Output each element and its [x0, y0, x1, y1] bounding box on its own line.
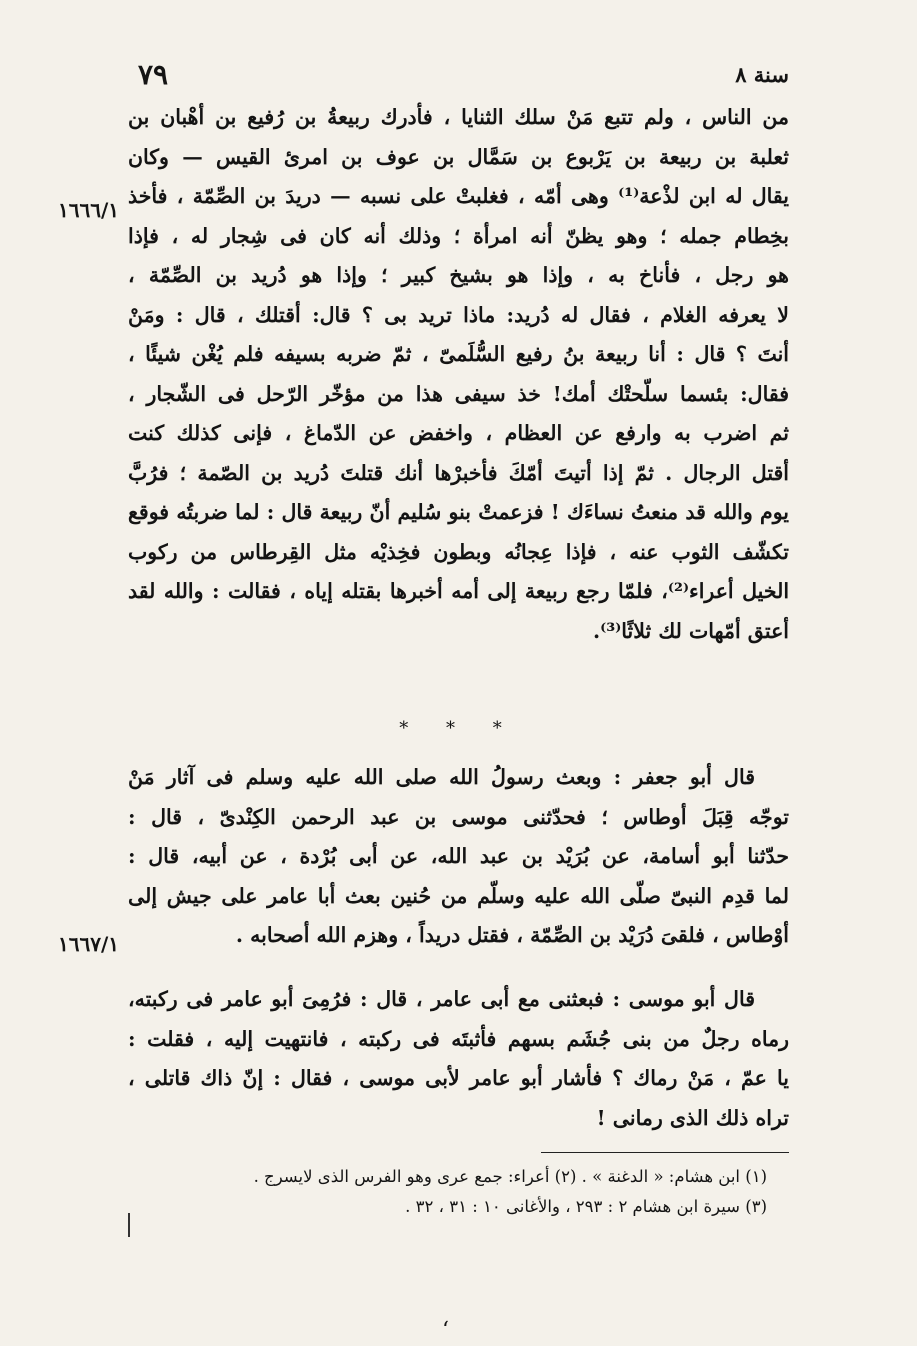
text-line: من الناس ، ولم تتبع مَنْ سلك الثنايا ، فأدرك ربيعةُ بن رُفيع بن أهْبان بن — [128, 105, 789, 129]
text-line: قال أبو جعفر : وبعث رسولُ الله صلى الله عليه وسلم فى آثار مَنْ — [128, 765, 755, 789]
text-line: هو رجل ، فأناخ به ، وإذا هو بشيخ كبير ؛ وإذا هو دُريد بن الصِّمّة ، — [128, 263, 789, 287]
footnote-rule — [541, 1152, 789, 1153]
text-line: يوم والله قد منعتُ نساءَك ! فزعمتْ بنو سُليم أنّ ربيعة قال : لما ضربتُه فوقع — [128, 500, 789, 524]
scan-mark: ʻ — [442, 1318, 449, 1343]
text-line: الخيل أعراء⁽²⁾، فلمّا رجع ربيعة إلى أمه أخبرها بقتله إياه ، فقالت : والله لقد — [128, 579, 789, 603]
text-line: أقتل الرجال . ثمّ إذا أتيتَ أمّكَ فأخبرْها أنك قتلتَ دُريد بن الصّمة ؛ فرُبَّ — [128, 460, 789, 485]
section-separator: * * * — [399, 718, 518, 739]
text-line: أعتق أمّهات لك ثلاثًا⁽³⁾. — [592, 618, 789, 643]
paragraph-2 — [128, 758, 789, 956]
text-line: يا عمّ ، مَنْ رماك ؟ فأشار أبو عامر لأبى موسى ، فقال : إنّ ذاك قاتلى ، — [128, 1066, 789, 1090]
paragraph-3 — [128, 980, 789, 1138]
text-line: رماه رجلٌ من بنى جُشَم بسهم فأثبتَه فى ركبته ، فانتهيت إليه ، فقلت : — [128, 1026, 789, 1051]
text-line: ثم اضرب به وارفع عن العظام ، واخفض عن الدّماغ ، فإنى كذلك كنت — [128, 421, 789, 445]
text-line: لما قدِم النبىّ صلّى الله عليه وسلّم من حُنين بعث أبا عامر على جيش إلى — [128, 883, 789, 908]
margin-reference: ١٦٦٦/١ — [58, 198, 120, 222]
text-line: بخِطام جمله ؛ وهو يظنّ أنه امرأة ؛ وذلك أنه كان فى شِجار له ، فإذا — [128, 223, 789, 248]
running-head: سنة ٨ — [735, 62, 789, 87]
scan-mark — [128, 1213, 130, 1237]
footnote: (١) ابن هشام: « الدغنة » . (٢) أعراء: جمع عرى وهو الفرس الذى لايسرج . — [253, 1167, 767, 1186]
margin-reference: ١٦٦٧/١ — [58, 932, 120, 956]
text-line: أوْطاس ، فلقىَ دُرَيْد بن الصِّمّة ، فقتل دريداً ، وهزم الله أصحابه . — [235, 923, 789, 947]
footnote: (٣) سيرة ابن هشام ٢ : ٢٩٣ ، والأغانى ١٠ : ٣١ ، ٣٢ . — [405, 1197, 767, 1216]
page-number: ٧٩ — [138, 58, 169, 91]
text-line: ثعلبة بن ربيعة بن يَرْبوع بن سَمَّال بن عوف بن امرئ القيس — وكان — [128, 144, 789, 169]
text-line: أنتَ ؟ قال : أنا ربيعة بنُ رفيع السُّلَمىّ ، ثمّ ضربه بسيفه فلم يُغْن شيئًا ، — [128, 342, 789, 366]
text-line: حدّثنا أبو أسامة، عن بُرَيْد بن عبد الله، عن أبى بُرْدة ، عن أبيه، قال : — [128, 844, 789, 868]
text-line: فقال: بئسما سلّحتْك أمك! خذ سيفى هذا من مؤخّر الرّحل فى الشّجار ، — [128, 381, 789, 406]
footnotes — [140, 1162, 767, 1222]
paragraph-1 — [128, 98, 789, 651]
text-line: يقال له ابن لذْعة⁽¹⁾ وهى أمّه ، فغلبتْ على نسبه — دريدَ بن الصِّمّة ، فأخذ — [128, 184, 789, 208]
text-line: قال أبو موسى : فبعثنى مع أبى عامر ، قال : فرُمِىَ أبو عامر فى ركبته، — [128, 987, 755, 1011]
text-line: تكشّف الثوب عنه ، فإذا عِجانُه وبطون فخِذيْه مثل القِرطاس من ركوب — [128, 539, 789, 564]
text-line: توجّه قِبَلَ أوطاس ؛ فحدّثنى موسى بن عبد الرحمن الكِنْدىّ ، قال : — [128, 804, 789, 829]
text-line: تراه ذلك الذى رمانى ! — [596, 1105, 789, 1130]
text-line: لا يعرفه الغلام ، فقال له دُريد: ماذا تريد بى ؟ قال: أقتلك ، قال : ومَنْ — [128, 302, 789, 327]
